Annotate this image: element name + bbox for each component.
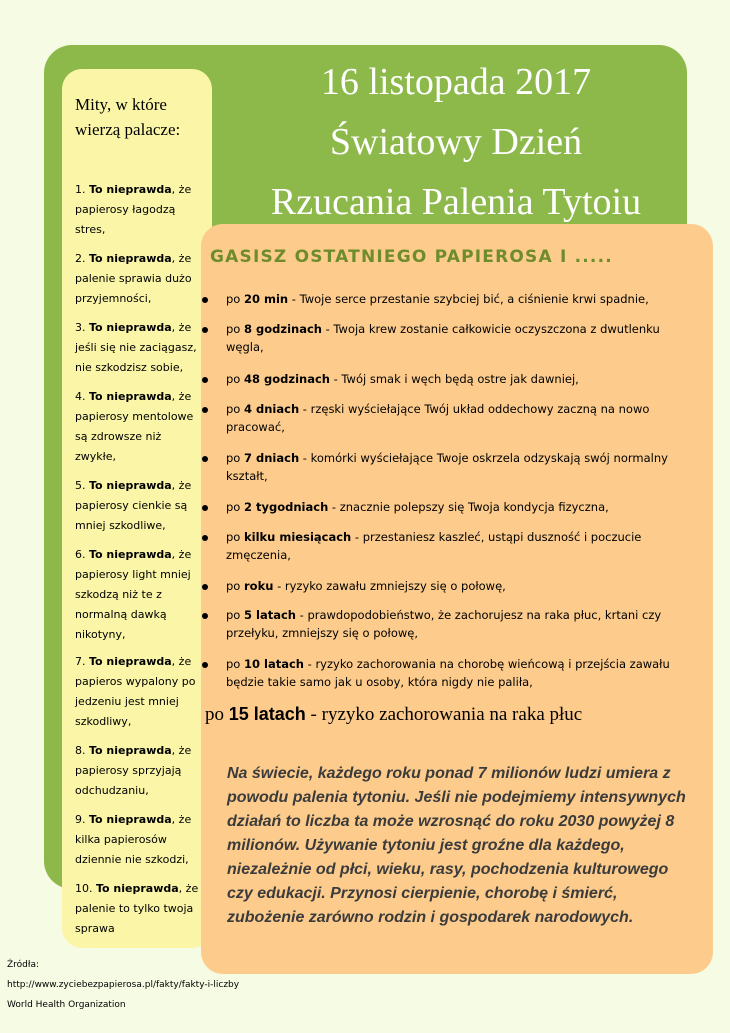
statistics-paragraph: Na świecie, każdego roku ponad 7 milionów ludzi umiera z powodu palenia tytoniu. Jeśli nie podejmiemy intensywnych działań to liczba ta może wzrosnąć do roku 2030 powyżej 8 milionów. Używanie tytoniu jest groźne dla każdego, niezależnie od płci, wieku, rasy, pochodzenia kulturowego czy edukacji. Przynosi cierpienie, chorobę i śmierć, zubożenie zarówno rodzin i gospodarek narodowych. [227, 765, 686, 926]
bullet-icon [202, 662, 208, 668]
event-title [216, 52, 696, 232]
myth-item: 2. To nieprawda, że palenie sprawia dużo przyjemności, [75, 252, 192, 305]
timeline-final-item: po 15 latach - ryzyko zachorowania na raka płuc [205, 704, 583, 725]
sources-label: Źródła: [7, 960, 39, 970]
timeline-item: po 20 min - Twoje serce przestanie szybciej bić, a ciśnienie krwi spadnie, [226, 292, 649, 306]
bullet-icon [202, 327, 208, 333]
source-org: World Health Organization [7, 1000, 126, 1010]
timeline-heading: GASISZ OSTATNIEGO PAPIEROSA I ..... [210, 247, 613, 267]
bullet-icon [202, 535, 208, 541]
timeline-item: po 10 latach - ryzyko zachorowania na chorobę wieńcową i przejścia zawału będzie takie samo jak u osoby, która nigdy nie paliła, [226, 657, 670, 689]
source-url: http://www.zyciebezpapierosa.pl/fakty/fakty-i-liczby [7, 980, 240, 990]
bullet-icon [202, 297, 208, 303]
timeline-item: po 8 godzinach - Twoja krew zostanie całkowicie oczyszczona z dwutlenku węgla, [226, 322, 660, 354]
myth-item: 3. To nieprawda, że jeśli się nie zaciągasz, nie szkodzisz sobie, [75, 321, 197, 374]
title-line-2: Światowy Dzień [329, 121, 583, 163]
myth-item: 6. To nieprawda, że papierosy light mniej szkodzą niż te z normalną dawką nikotyny, [75, 548, 192, 641]
bullet-icon [202, 407, 208, 413]
myths-heading: Mity, w które wierzą palacze: [75, 95, 181, 139]
bullet-icon [202, 377, 208, 383]
timeline-item: po 48 godzinach - Twój smak i węch będą ostre jak dawniej, [226, 372, 579, 386]
timeline-item: po 2 tygodniach - znacznie polepszy się Twoja kondycja fizyczna, [226, 500, 609, 514]
myth-item: 7. To nieprawda, że papieros wypalony po jedzeniu jest mniej szkodliwy, [75, 655, 196, 728]
timeline-item: po kilku miesiącach - przestaniesz kaszleć, ustąpi duszność i poczucie zmęczenia, [226, 530, 642, 562]
myth-item: 8. To nieprawda, że papierosy sprzyjają odchudzaniu, [75, 744, 192, 797]
title-line-3: Rzucania Palenia Tytoiu [270, 181, 642, 223]
title-date: 16 listopada 2017 [320, 61, 592, 103]
myth-item: 10. To nieprawda, że palenie to tylko twoja sprawa [75, 882, 199, 935]
timeline-item: po roku - ryzyko zawału zmniejszy się o połowę, [226, 579, 506, 593]
bullet-icon [202, 584, 208, 590]
timeline-item: po 4 dniach - rzęski wyściełające Twój układ oddechowy zaczną na nowo pracować, [226, 402, 650, 434]
myth-item: 5. To nieprawda, że papierosy cienkie są mniej szkodliwe, [75, 479, 192, 532]
bullet-icon [202, 505, 208, 511]
myth-item: 1. To nieprawda, że papierosy łagodzą stres, [75, 183, 192, 236]
timeline-item: po 5 latach - prawdopodobieństwo, że zachorujesz na raka płuc, krtani czy przełyku, zmniejszy się o połowę, [226, 608, 662, 640]
timeline-item: po 7 dniach - komórki wyściełające Twoje oskrzela odzyskają swój normalny kształt, [226, 451, 668, 483]
myth-item: 4. To nieprawda, że papierosy mentolowe są zdrowsze niż zwykłe, [75, 390, 194, 463]
bullet-icon [202, 613, 208, 619]
myth-item: 9. To nieprawda, że kilka papierosów dziennie nie szkodzi, [75, 813, 192, 866]
bullet-icon [202, 456, 208, 462]
